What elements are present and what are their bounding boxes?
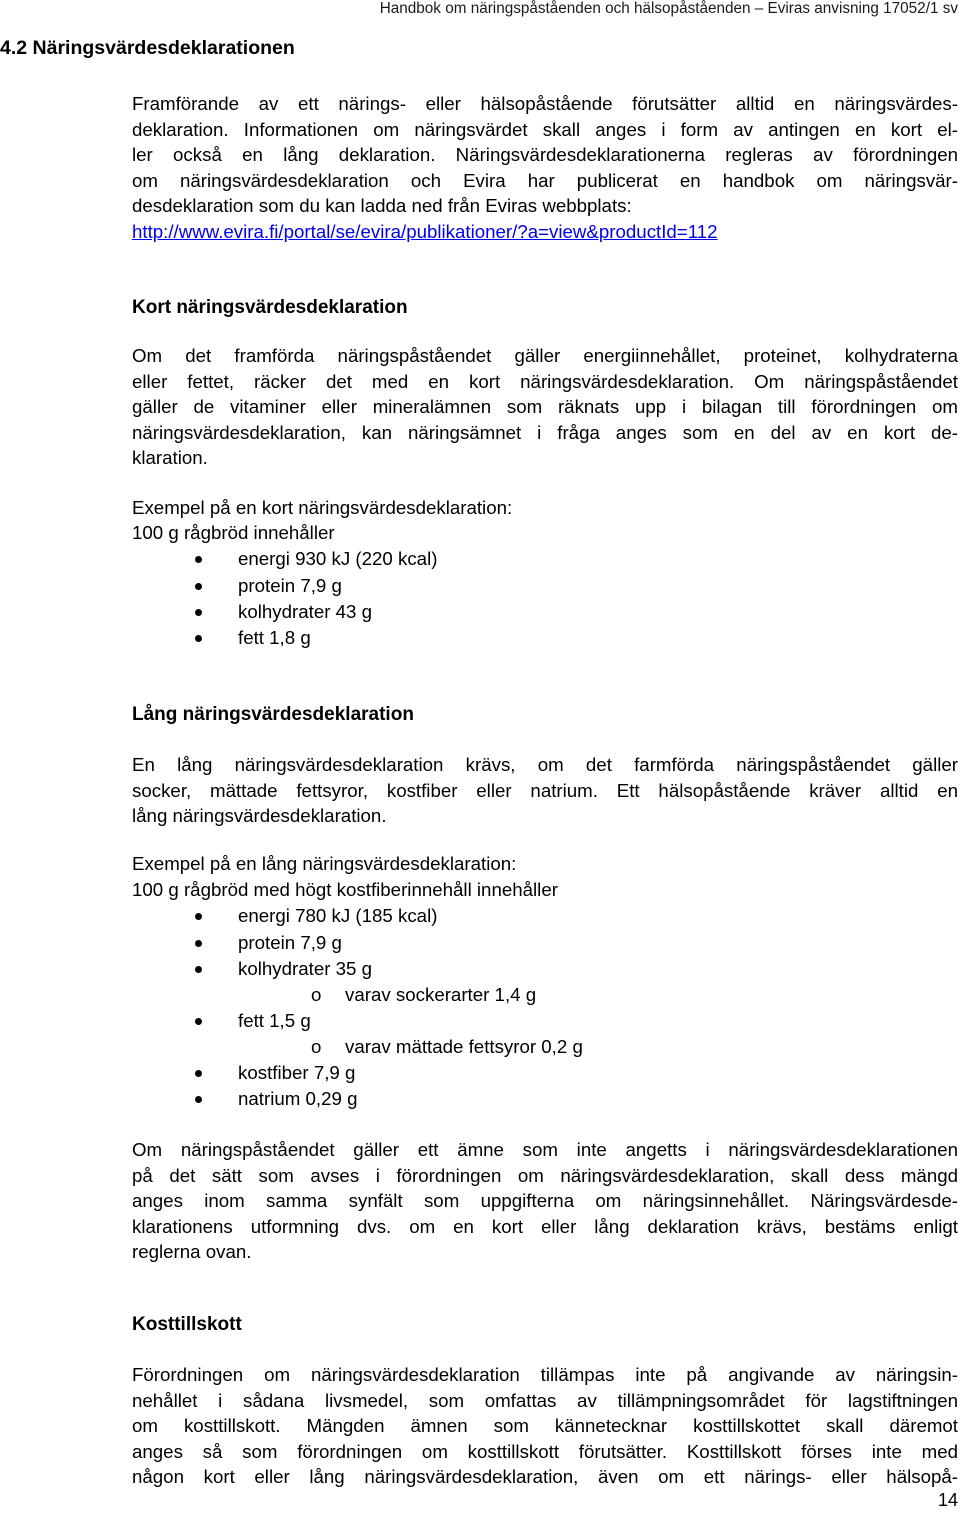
text-line: Framförande av ett närings- eller hälsopåstående förutsätter alltid en näringsvärdes- <box>132 93 958 114</box>
bullet-icon <box>195 556 202 563</box>
short-heading: Kort näringsvärdesdeklaration <box>132 297 408 318</box>
text-line: klarationens utformning dvs. om en kort eller lång deklaration krävs, bestäms enligt <box>132 1215 958 1237</box>
long-example-title: Exempel på en lång näringsvärdesdeklaration: <box>132 853 517 874</box>
bullet-icon <box>195 966 202 973</box>
text-line: om näringsvärdesdeklaration och Evira har publicerat en handbok om näringsvär- <box>132 169 958 191</box>
long-heading: Lång näringsvärdesdeklaration <box>132 704 414 725</box>
page-number: 14 <box>937 1490 958 1510</box>
text-line: eller fettet, räcker det med en kort näringsvärdesdeklaration. Om näringspåståendet <box>132 370 958 392</box>
sub-bullet-icon: o <box>311 1036 322 1057</box>
bullet-icon <box>195 635 202 642</box>
text-line: anges inom samma synfält som uppgifterna om näringsinnehållet. Näringsvärdesde- <box>132 1190 958 1211</box>
short-paragraph <box>132 343 958 471</box>
bullet-icon <box>195 913 202 920</box>
text-line: desdeklaration som du kan ladda ned från Eviras webbplats: <box>132 195 632 216</box>
supplements-paragraph <box>132 1362 958 1490</box>
text-line: nehållet i sådana livsmedel, som omfattas av tillämpningsområdet för lagstiftningen <box>132 1389 958 1411</box>
text-line: klaration. <box>132 447 208 468</box>
publication-link[interactable]: http://www.evira.fi/portal/se/evira/publikationer/?a=view&productId=112 <box>132 220 718 242</box>
running-header: Handbok om näringspåståenden och hälsopåståenden – Eviras anvisning 17052/1 sv <box>379 0 958 17</box>
short-example-title: Exempel på en kort näringsvärdesdeklaration: <box>132 497 513 518</box>
text-line: reglerna ovan. <box>132 1241 252 1262</box>
bullet-icon <box>195 940 202 947</box>
text-line: näringsvärdesdeklaration, kan näringsämnet i fråga anges som en del av en kort de- <box>132 421 958 443</box>
short-example-subject: 100 g rågbröd innehåller <box>132 522 335 543</box>
bullet-icon <box>195 583 202 590</box>
bullet-icon <box>195 609 202 616</box>
bullet-icon <box>195 1096 202 1103</box>
long-after-paragraph <box>132 1137 958 1265</box>
text-line: någon kort eller lång näringsvärdesdeklaration, även om ett närings- eller hälsopå- <box>132 1466 958 1487</box>
text-line: anges så som förordningen om kosttillskott förutsätter. Kosttillskott förses inte med <box>132 1440 958 1462</box>
bullet-icon <box>195 1018 202 1025</box>
text-line: lång näringsvärdesdeklaration. <box>132 805 387 826</box>
text-line: ler också en lång deklaration. Näringsvärdesdeklarationerna regleras av förordningen <box>132 144 958 165</box>
supplements-heading: Kosttillskott <box>132 1314 242 1335</box>
text-line: gäller de vitaminer eller mineralämnen som räknats upp i bilagan till förordningen om <box>132 396 958 417</box>
text-line: på det sätt som avses i förordningen om näringsvärdesdeklaration, skall dess mängd <box>132 1164 958 1186</box>
text-line: om kosttillskott. Mängden ämnen som kännetecknar kosttillskottet skall däremot <box>132 1415 958 1436</box>
text-line: Om det framförda näringspåståendet gäller energiinnehållet, proteinet, kolhydraterna <box>132 345 958 366</box>
long-paragraph <box>132 752 958 829</box>
text-line: socker, mättade fettsyror, kostfiber eller natrium. Ett hälsopåstående kräver alltid en <box>132 779 958 801</box>
text-line: Om näringspåståendet gäller ett ämne som inte angetts i näringsvärdesdeklarationen <box>132 1139 958 1160</box>
bullet-icon <box>195 1070 202 1077</box>
text-line: deklaration. Informationen om näringsvärdet skall anges i form av antingen en kort el- <box>132 118 958 140</box>
intro-paragraph <box>132 91 958 244</box>
section-title: 4.2 Näringsvärdesdeklarationen <box>0 37 295 59</box>
sub-bullet-icon: o <box>311 984 322 1005</box>
long-example-subject: 100 g rågbröd med högt kostfiberinnehåll innehåller <box>132 879 558 900</box>
text-line: En lång näringsvärdesdeklaration krävs, om det farmförda näringspåståendet gäller <box>132 754 958 775</box>
text-line: Förordningen om näringsvärdesdeklaration tillämpas inte på angivande av näringsin- <box>132 1364 958 1385</box>
